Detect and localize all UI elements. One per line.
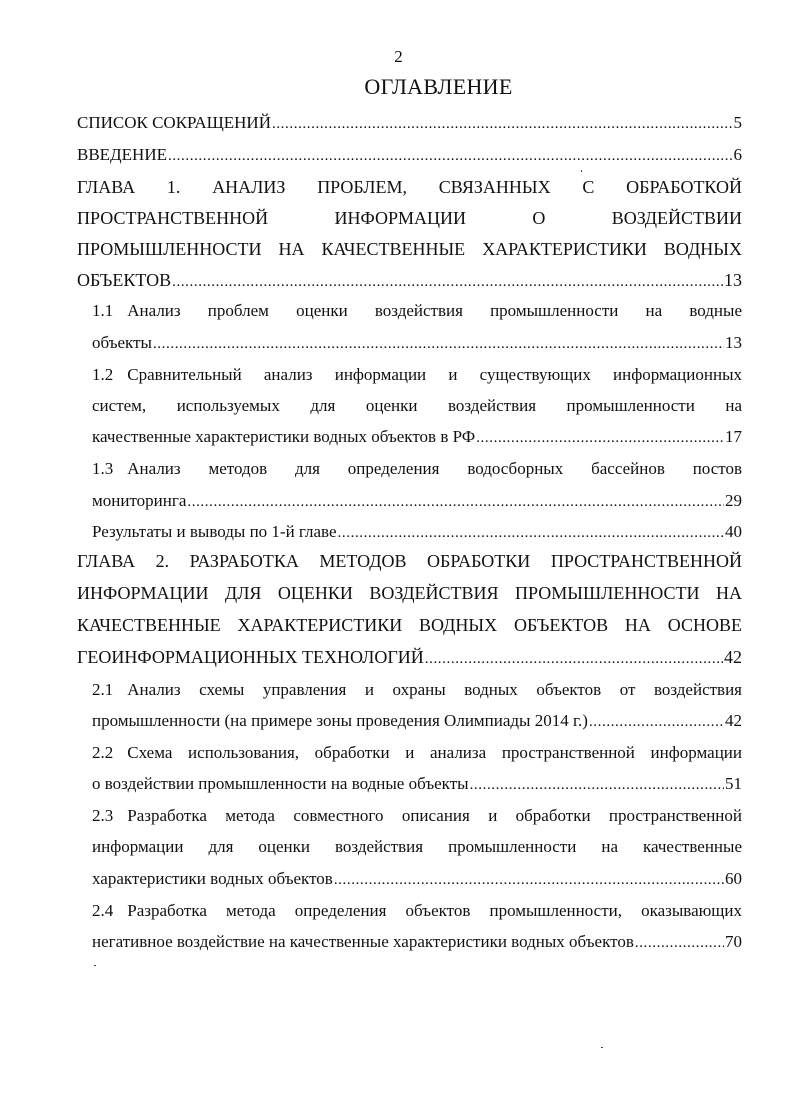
toc-page-number: 5 — [733, 113, 742, 132]
toc-page-number: 51 — [725, 774, 742, 793]
toc-page-number: 42 — [724, 647, 742, 667]
toc-entry-results-chapter1[interactable] — [92, 519, 742, 545]
section-number: 2.1 — [92, 680, 114, 699]
dot-leader — [153, 331, 724, 356]
toc-section-2-4-line2[interactable] — [92, 929, 742, 955]
toc-entry-introduction[interactable] — [77, 142, 742, 168]
toc-section-2-3-line1[interactable] — [92, 803, 742, 829]
toc-section-2-4-line1[interactable] — [92, 898, 742, 924]
toc-entry-abbreviations[interactable] — [77, 110, 742, 136]
toc-entry-label: ГЕОИНФОРМАЦИОННЫХ ТЕХНОЛОГИЙ — [77, 647, 424, 667]
toc-chapter1-line4[interactable] — [77, 267, 742, 293]
page-number: 2 — [394, 47, 403, 66]
toc-chapter1-line2[interactable]: ПРОСТРАНСТВЕННОЙ ИНФОРМАЦИИ О ВОЗДЕЙСТВИИ — [77, 208, 742, 228]
toc-page-number: 70 — [725, 932, 742, 951]
scan-speck — [601, 1047, 603, 1048]
toc-chapter2-line2[interactable]: ИНФОРМАЦИИ ДЛЯ ОЦЕНКИ ВОЗДЕЙСТВИЯ ПРОМЫШЛЕННОСТИ НА — [77, 583, 742, 603]
toc-section-1-3-line2[interactable] — [92, 488, 742, 514]
toc-entry-label: ВВЕДЕНИЕ — [77, 145, 167, 164]
toc-page-number: 60 — [725, 869, 742, 888]
toc-section-1-1-line1[interactable] — [92, 298, 742, 324]
toc-chapter2-line3[interactable]: КАЧЕСТВЕННЫЕ ХАРАКТЕРИСТИКИ ВОДНЫХ ОБЪЕКТОВ НА ОСНОВЕ — [77, 615, 742, 635]
toc-entry-label: промышленности (на примере зоны проведения Олимпиады 2014 г.) — [92, 711, 588, 730]
dot-leader — [635, 930, 724, 955]
section-number: 2.4 — [92, 901, 114, 920]
dot-leader — [476, 425, 724, 450]
toc-section-2-2-line1[interactable] — [92, 740, 742, 766]
toc-entry-label: СПИСОК СОКРАЩЕНИЙ — [77, 113, 271, 132]
page-title: ОГЛАВЛЕНИЕ — [364, 74, 513, 99]
toc-entry-label: мониторинга — [92, 491, 187, 510]
dot-leader — [172, 269, 723, 293]
toc-page-number: 40 — [725, 522, 742, 541]
toc-page-number: 42 — [725, 711, 742, 730]
section-title: Анализ методов для определения водосборных бассейнов постов — [127, 459, 742, 478]
toc-entry-label: характеристики водных объектов — [92, 869, 333, 888]
section-title: Сравнительный анализ информации и существующих информационных — [127, 365, 742, 384]
toc-entry-label: Результаты и выводы по 1-й главе — [92, 522, 337, 541]
toc-page-number: 13 — [724, 270, 742, 290]
toc-entry-label: объекты — [92, 333, 152, 352]
toc-section-2-1-line1[interactable] — [92, 677, 742, 703]
section-title: Анализ проблем оценки воздействия промышленности на водные — [127, 301, 742, 320]
scan-speck — [94, 965, 96, 966]
dot-leader — [168, 143, 733, 168]
dot-leader — [470, 772, 724, 797]
toc-chapter1-line1[interactable]: ГЛАВА 1. АНАЛИЗ ПРОБЛЕМ, СВЯЗАННЫХ С ОБРАБОТКОЙ — [77, 177, 742, 197]
toc-section-2-1-line2[interactable] — [92, 708, 742, 734]
dot-leader — [589, 709, 724, 734]
toc-page-number: 13 — [725, 333, 742, 352]
toc-page-number: 6 — [733, 145, 742, 164]
section-title: Анализ схемы управления и охраны водных объектов от воздействия — [127, 680, 742, 699]
toc-section-2-3-line3[interactable] — [92, 866, 742, 892]
toc-section-1-1-line2[interactable] — [92, 330, 742, 356]
section-number: 2.2 — [92, 743, 114, 762]
section-title: Разработка метода совместного описания и обработки пространственной — [127, 806, 742, 825]
toc-entry-label: ОБЪЕКТОВ — [77, 270, 172, 290]
toc-section-2-3-line2[interactable]: информации для оценки воздействия промышленности на качественные — [92, 837, 742, 856]
toc-page-number: 17 — [725, 427, 742, 446]
section-number: 1.2 — [92, 365, 114, 384]
toc-page-number: 29 — [725, 491, 742, 510]
toc-section-1-3-line1[interactable] — [92, 456, 742, 482]
dot-leader — [425, 646, 723, 670]
section-number: 1.1 — [92, 301, 114, 320]
dot-leader — [272, 111, 733, 136]
section-number: 2.3 — [92, 806, 114, 825]
toc-chapter1-line3[interactable]: ПРОМЫШЛЕННОСТИ НА КАЧЕСТВЕННЫЕ ХАРАКТЕРИСТИКИ ВОДНЫХ — [77, 239, 742, 259]
toc-section-1-2-line3[interactable] — [92, 424, 742, 450]
dot-leader — [338, 520, 724, 545]
toc-entry-label: о воздействии промышленности на водные объекты — [92, 774, 469, 793]
section-number: 1.3 — [92, 459, 114, 478]
dot-leader — [334, 867, 724, 892]
toc-entry-label: негативное воздействие на качественные характеристики водных объектов — [92, 932, 634, 951]
toc-section-1-2-line1[interactable] — [92, 362, 742, 388]
section-title: Схема использования, обработки и анализа пространственной информации — [127, 743, 742, 762]
section-title: Разработка метода определения объектов промышленности, оказывающих — [127, 901, 742, 920]
toc-chapter2-line1[interactable]: ГЛАВА 2. РАЗРАБОТКА МЕТОДОВ ОБРАБОТКИ ПРОСТРАНСТВЕННОЙ — [77, 551, 742, 571]
toc-chapter2-line4[interactable] — [77, 644, 742, 670]
toc-section-2-2-line2[interactable] — [92, 771, 742, 797]
toc-entry-label: качественные характеристики водных объектов в РФ — [92, 427, 476, 446]
toc-section-1-2-line2[interactable]: систем, используемых для оценки воздействия промышленности на — [92, 396, 742, 415]
scan-speck — [581, 170, 582, 172]
dot-leader — [187, 489, 724, 514]
